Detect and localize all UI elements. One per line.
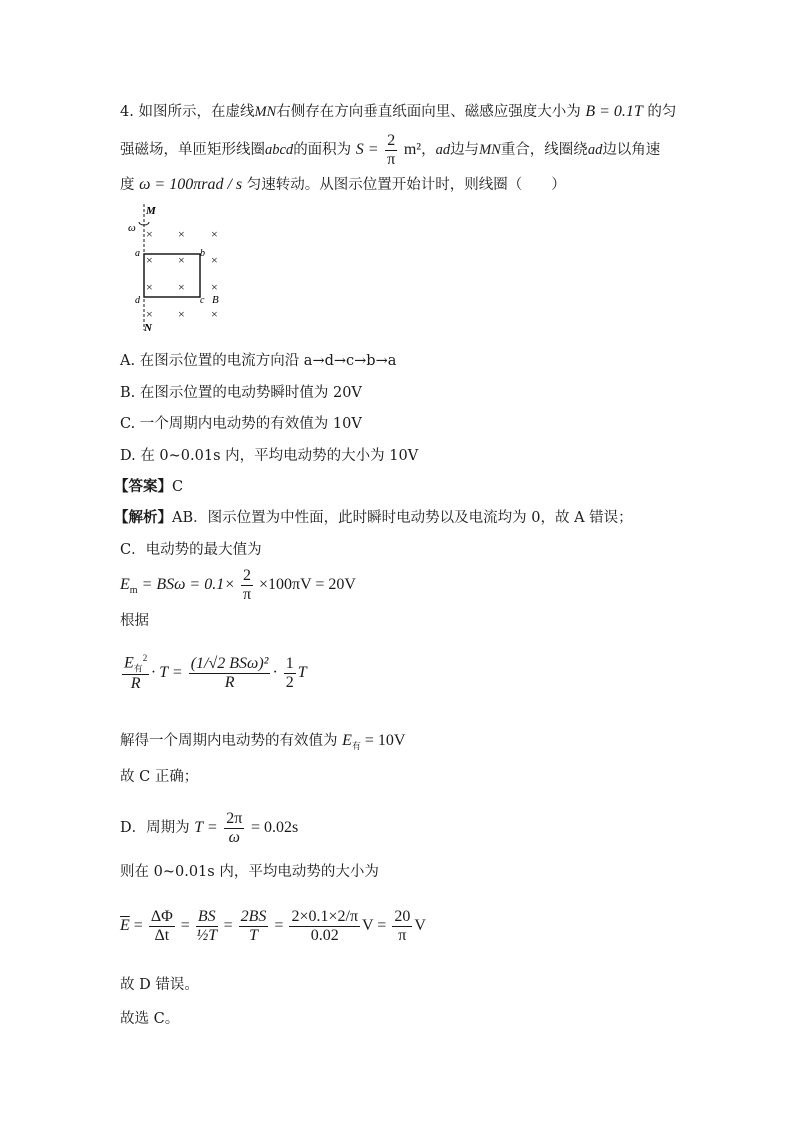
denominator: 2 xyxy=(285,674,294,691)
analysis-ab-line xyxy=(114,511,633,526)
fraction xyxy=(189,655,271,691)
text: 边以角速 xyxy=(602,142,661,159)
symbol: $\overline{E}$ xyxy=(120,916,130,934)
cross-mark: × xyxy=(178,307,185,321)
numerator: 2π xyxy=(226,810,243,827)
text: 匀速转动。从图示位置开始计时，则线圈（ ） xyxy=(246,177,566,193)
numerator: 2BS xyxy=(240,908,267,925)
question-line-3 xyxy=(120,177,566,193)
symbol: E xyxy=(342,732,352,749)
cross-mark: × xyxy=(146,227,153,241)
question-line-1 xyxy=(120,104,676,120)
cross-mark: × xyxy=(146,253,153,267)
cross-mark: × xyxy=(146,280,153,294)
equation-effective: $\frac{E_有^2}{R}$ · T = $\frac{\text{(1/√2 BSω)²}}{R}$ · $\frac{1}{2}$ T xyxy=(124,653,307,693)
cross-mark: × xyxy=(178,253,185,267)
text: V = xyxy=(362,916,387,934)
fraction xyxy=(196,908,218,944)
text: MN xyxy=(479,142,501,159)
cross-mark: × xyxy=(211,280,218,294)
formula: ω = 100πrad / s xyxy=(139,176,243,193)
numerator: 2×0.1×2/π xyxy=(291,908,359,925)
symbol: E xyxy=(124,654,134,672)
label-omega: ω xyxy=(128,222,136,234)
text: 的匀 xyxy=(647,104,677,120)
text: AB．图示位置为中性面，此时瞬时电动势以及电流均为 0，故 A 错误； xyxy=(172,510,633,526)
numerator: 2 xyxy=(243,567,252,584)
text: 强磁场，单匝矩形线圈 xyxy=(120,142,265,159)
numerator: BS xyxy=(197,908,216,925)
denominator: ½T xyxy=(196,926,218,944)
denominator: π xyxy=(387,150,396,168)
text: ×100πV = 20V xyxy=(259,575,356,593)
text: ad xyxy=(435,142,451,159)
label-c: c xyxy=(200,295,205,306)
d-wrong-line: 故 D 错误。 xyxy=(120,977,199,993)
denominator: 0.02 xyxy=(310,926,339,944)
numerator: 2 xyxy=(387,132,396,149)
formula: S = xyxy=(355,141,379,159)
text: abcd xyxy=(265,142,294,159)
formula: B = 0.1T xyxy=(585,103,643,120)
text: = BSω = 0.1× xyxy=(137,575,236,593)
then-line: 则在 0~0.01s 内，平均电动势的大小为 xyxy=(120,864,379,880)
numerator: 1 xyxy=(285,655,294,673)
text: = 10V xyxy=(360,732,406,749)
subscript: 有 xyxy=(133,663,143,674)
rotation-arrow-icon xyxy=(139,222,149,225)
text: 边与 xyxy=(450,142,480,159)
period-line xyxy=(120,810,298,846)
cross-mark: × xyxy=(211,227,218,241)
symbol: E xyxy=(120,575,130,593)
question-number: 4. xyxy=(120,104,134,120)
cross-mark: × xyxy=(211,253,218,267)
superscript: 2 xyxy=(142,653,148,663)
denominator: R xyxy=(224,674,235,691)
c-correct-line: 故 C 正确； xyxy=(120,769,199,785)
text: 度 xyxy=(120,177,135,193)
fraction xyxy=(239,908,269,944)
text: ， xyxy=(421,142,436,159)
label-d: d xyxy=(135,295,140,306)
text: 如图所示，在虚线 xyxy=(138,104,255,120)
text: · T = xyxy=(151,664,183,682)
field-crosses xyxy=(146,227,218,321)
option-b: B. 在图示位置的电动势瞬时值为 20V xyxy=(120,385,362,401)
text: = 0.02s xyxy=(250,819,299,837)
label-b: b xyxy=(200,248,205,259)
label-field-b: B xyxy=(212,294,219,306)
text: 重合，线圈绕 xyxy=(500,142,588,159)
fraction xyxy=(392,908,412,944)
text: T = xyxy=(194,819,218,837)
cross-mark: × xyxy=(178,280,185,294)
label-m: M xyxy=(146,205,156,217)
fraction xyxy=(149,908,175,944)
fraction xyxy=(241,567,253,603)
fraction xyxy=(122,654,149,693)
fraction xyxy=(289,908,360,944)
denominator: T xyxy=(249,926,258,944)
text: 解得一个周期内电动势的有效值为 xyxy=(120,733,338,749)
denominator: Δt xyxy=(154,926,170,944)
label-n: N xyxy=(144,322,152,334)
denominator: π xyxy=(242,585,252,603)
subscript: m xyxy=(129,584,138,596)
equation-emax xyxy=(120,567,356,603)
unit: m² xyxy=(403,141,422,159)
numerator: ΔΦ xyxy=(150,908,173,925)
fraction xyxy=(224,810,244,846)
solve-line xyxy=(120,733,405,751)
question-line-2 xyxy=(120,132,660,168)
numerator xyxy=(122,654,149,675)
fraction xyxy=(284,655,296,691)
text: ad xyxy=(587,142,603,159)
final-answer-line: 故选 C。 xyxy=(120,1011,180,1027)
option-a: A. 在图示位置的电流方向沿 a→d→c→b→a xyxy=(120,353,397,369)
text: 的面积为 xyxy=(293,142,352,159)
subscript: 有 xyxy=(351,741,361,752)
coil-magnetic-field-figure xyxy=(120,200,240,335)
cross-mark: × xyxy=(211,307,218,321)
denominator: ω xyxy=(228,828,240,846)
denominator: π xyxy=(398,926,407,944)
text: D．周期为 xyxy=(120,820,190,837)
answer-label: 【答案】 xyxy=(114,478,172,495)
cross-mark: × xyxy=(178,227,185,241)
answer-line xyxy=(114,480,183,495)
equation-average: $\overline{E}$ = $\frac{\Delta\Phi}{\Delta t}$ = $\frac{BS}{\text{½T}}$ = $\frac{2BS}{T}$ = $\frac{2\times 0.1\times 2/\pi}{0.02}$ V = $\frac{20}{\pi}$ V xyxy=(120,908,426,944)
denominator: R xyxy=(130,675,141,693)
cross-mark: × xyxy=(146,307,153,321)
numerator: 20 xyxy=(394,908,411,925)
symbol: T xyxy=(297,664,307,682)
analysis-c-line: C．电动势的最大值为 xyxy=(120,542,262,558)
option-c: C. 一个周期内电动势的有效值为 10V xyxy=(120,416,362,432)
according-line: 根据 xyxy=(120,613,149,629)
option-d: D. 在 0~0.01s 内，平均电动势的大小为 10V xyxy=(120,448,419,464)
text: 右侧存在方向垂直纸面向里、磁感应强度大小为 xyxy=(276,104,581,120)
text: V xyxy=(414,916,426,934)
fraction xyxy=(385,132,397,168)
analysis-label: 【解析】 xyxy=(114,509,172,526)
text: MN xyxy=(254,104,277,120)
numerator: (1/√2 BSω)² xyxy=(190,655,269,673)
label-a: a xyxy=(135,248,140,259)
answer-value: C xyxy=(172,479,184,495)
